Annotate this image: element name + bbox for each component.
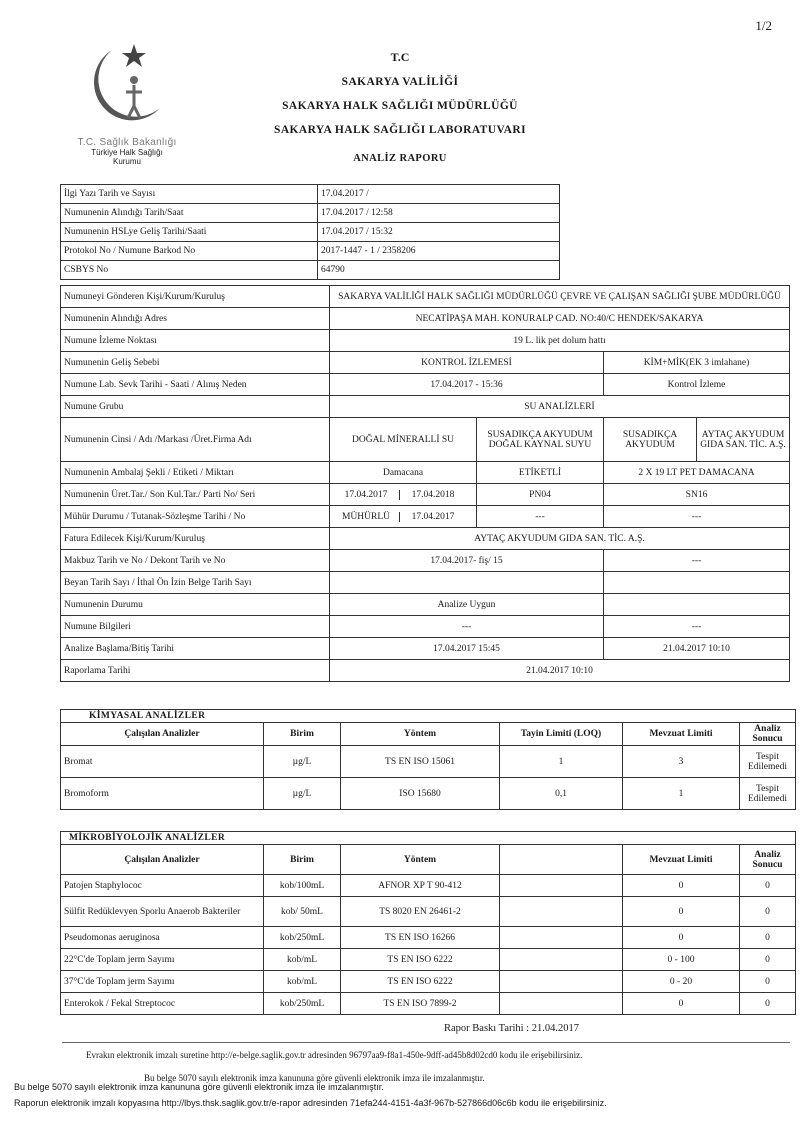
analysis-unit: kob/100mL <box>264 875 341 897</box>
cell-value: SN16 <box>604 484 790 506</box>
column-header: Tayin Limiti (LOQ) <box>500 723 623 746</box>
analysis-method: ISO 15680 <box>341 778 500 810</box>
cell-label: Numunenin Alındığı Tarih/Saat <box>61 204 318 223</box>
table-row <box>61 418 790 462</box>
cell-value: SUSADIKÇA AKYUDUM DOĞAL KAYNAL SUYU <box>477 418 604 462</box>
analysis-method: AFNOR XP T 90-412 <box>341 875 500 897</box>
cell-label: Beyan Tarih Sayı / İthal Ön İzin Belge Tarih Sayı <box>61 572 330 594</box>
header-line: SAKARYA HALK SAĞLIĞI LABORATUVARI <box>274 124 526 136</box>
cell-value: 2 X 19 LT PET DAMACANA <box>604 462 790 484</box>
table-row <box>61 638 790 660</box>
logo-caption: T.C. Sağlık Bakanlığı <box>77 137 177 148</box>
section-title: MİKROBİYOLOJİK ANALİZLER <box>61 832 796 845</box>
table-row <box>61 971 796 993</box>
analysis-limit: 0 - 20 <box>623 971 740 993</box>
cell-subvalue: 17.04.2018 <box>411 489 455 500</box>
column-header: Çalışılan Analizler <box>61 723 264 746</box>
print-date: Rapor Baskı Tarihi : 21.04.2017 <box>444 1023 579 1034</box>
table-row <box>61 897 796 927</box>
cell-label: Numunenin Durumu <box>61 594 330 616</box>
analysis-unit: µg/L <box>264 778 341 810</box>
table-row <box>61 261 560 280</box>
table-row <box>61 875 796 897</box>
analysis-unit: kob/ 50mL <box>264 897 341 927</box>
cell-value: NECATİPAŞA MAH. KONURALP CAD. NO:40/C HENDEK/SAKARYA <box>330 308 790 330</box>
cell-value: AYTAÇ AKYUDUM GIDA SAN. TİC. A.Ş. <box>330 528 790 550</box>
cell-label: Numunenin Üret.Tar./ Son Kul.Tar./ Parti No/ Seri <box>61 484 330 506</box>
analysis-result: 0 <box>740 993 796 1015</box>
cell-value: 17.04.2017- fiş/ 15 <box>330 550 604 572</box>
table-row <box>61 204 560 223</box>
cell-label: Numune Bilgileri <box>61 616 330 638</box>
cell-subvalue: 17.04.2017 <box>333 490 400 500</box>
cell-value: SUSADIKÇA AKYUDUM <box>604 418 697 462</box>
column-header: Yöntem <box>341 845 500 875</box>
sample-table <box>60 285 790 682</box>
analysis-unit: µg/L <box>264 746 341 778</box>
analysis-loq: 0,1 <box>500 778 623 810</box>
table-row <box>61 308 790 330</box>
analysis-result: 0 <box>740 897 796 927</box>
cell-value: SU ANALİZLERİ <box>330 396 790 418</box>
page-number: 1/2 <box>755 18 772 33</box>
cell-value: 64790 <box>318 261 560 280</box>
table-row <box>61 746 796 778</box>
cell-value <box>604 594 790 616</box>
table-row <box>61 374 790 396</box>
header-line: T.C <box>390 50 410 64</box>
column-header: Yöntem <box>341 723 500 746</box>
analysis-name: Bromoform <box>61 778 264 810</box>
footer-line: Raporun elektronik imzalı kopyasına http://lbys.thsk.saglik.gov.tr/e-rapor adresinden 71efa244-4151-4a3f-967b-527866d06c6b kodu ile erişebilirsiniz. <box>14 1098 607 1108</box>
analysis-limit: 0 <box>623 875 740 897</box>
cell-value: 17.04.2017 15:45 <box>330 638 604 660</box>
cell-value: Analize Uygun <box>330 594 604 616</box>
analysis-loq <box>500 971 623 993</box>
cell-value <box>330 484 477 506</box>
analysis-loq <box>500 993 623 1015</box>
column-header <box>500 845 623 875</box>
section-row <box>61 832 796 845</box>
cell-label: Numune Grubu <box>61 396 330 418</box>
header-row <box>61 723 796 746</box>
analysis-loq <box>500 927 623 949</box>
cell-value: KONTROL İZLEMESİ <box>330 352 604 374</box>
analysis-limit: 0 - 100 <box>623 949 740 971</box>
cell-label: Mühür Durumu / Tutanak-Sözleşme Tarihi / No <box>61 506 330 528</box>
cell-label: Numune İzleme Noktası <box>61 330 330 352</box>
cell-value: 2017-1447 - 1 / 2358206 <box>318 242 560 261</box>
table-row <box>61 550 790 572</box>
cell-label: Numuneyi Gönderen Kişi/Kurum/Kuruluş <box>61 286 330 308</box>
cell-value: Damacana <box>330 462 477 484</box>
table-row <box>61 949 796 971</box>
report-title: ANALİZ RAPORU <box>353 153 447 164</box>
table-row <box>61 484 790 506</box>
analysis-limit: 0 <box>623 897 740 927</box>
column-header: Birim <box>264 845 341 875</box>
cell-label: Raporlama Tarihi <box>61 660 330 682</box>
table-row <box>61 185 560 204</box>
cell-value: 17.04.2017 / 12:58 <box>318 204 560 223</box>
cell-value: DOĞAL MİNERALLİ SU <box>330 418 477 462</box>
analysis-method: TS EN ISO 16266 <box>341 927 500 949</box>
table-row <box>61 572 790 594</box>
cell-value <box>330 572 604 594</box>
cell-label: Numunenin Alındığı Adres <box>61 308 330 330</box>
cell-label: Analize Başlama/Bitiş Tarihi <box>61 638 330 660</box>
cell-value: 17.04.2017 - 15:36 <box>330 374 604 396</box>
analysis-limit: 1 <box>623 778 740 810</box>
cell-label: Numune Lab. Sevk Tarihi - Saati / Alınış Neden <box>61 374 330 396</box>
analysis-method: TS EN ISO 6222 <box>341 971 500 993</box>
chemical-analysis-table <box>60 709 796 810</box>
cell-value <box>604 572 790 594</box>
column-header: Mevzuat Limiti <box>623 845 740 875</box>
section-title: KİMYASAL ANALİZLER <box>61 710 796 723</box>
analysis-method: TS EN ISO 7899-2 <box>341 993 500 1015</box>
section-row <box>61 710 796 723</box>
cell-value: --- <box>477 506 604 528</box>
analysis-loq <box>500 875 623 897</box>
logo-caption: Türkiye Halk Sağlığı <box>91 148 163 157</box>
cell-value: ETİKETLİ <box>477 462 604 484</box>
column-header: Mevzuat Limiti <box>623 723 740 746</box>
column-header: Analiz Sonucu <box>740 845 796 875</box>
table-row <box>61 286 790 308</box>
cell-label: Numunenin Geliş Sebebi <box>61 352 330 374</box>
footer-line: Bu belge 5070 sayılı elektronik imza kanununa göre güvenli elektronik imza ile imzalanmıştır. <box>144 1073 485 1083</box>
cell-value: AYTAÇ AKYUDUM GIDA SAN. TİC. A.Ş. <box>697 418 790 462</box>
footer-line: Evrakın elektronik imzalı suretine http://e-belge.saglik.gov.tr adresinden 96797aa9-f8a1-450e-9dff-ad45b8d02cd0 kodu ile erişebilirsiniz. <box>86 1050 583 1060</box>
cell-value: --- <box>330 616 604 638</box>
analysis-loq <box>500 949 623 971</box>
cell-value: --- <box>604 506 790 528</box>
analysis-method: TS 8020 EN 26461-2 <box>341 897 500 927</box>
table-row <box>61 223 560 242</box>
table-row <box>61 927 796 949</box>
cell-value: KİM+MİK(EK 3 imlahane) <box>604 352 790 374</box>
column-header: Çalışılan Analizler <box>61 845 264 875</box>
cell-subvalue: MÜHÜRLÜ <box>333 512 400 522</box>
analysis-limit: 0 <box>623 993 740 1015</box>
analysis-name: Sülfit Redüklevyen Sporlu Anaerob Bakteriler <box>61 897 264 927</box>
cell-value: Kontrol İzleme <box>604 374 790 396</box>
microbiological-analysis-table <box>60 831 796 1015</box>
cell-value: 17.04.2017 / <box>318 185 560 204</box>
cell-label: Makbuz Tarih ve No / Dekont Tarih ve No <box>61 550 330 572</box>
analysis-limit: 0 <box>623 927 740 949</box>
cell-label: Numunenin Ambalaj Şekli / Etiketi / Miktarı <box>61 462 330 484</box>
header-line: SAKARYA HALK SAĞLIĞI MÜDÜRLÜĞÜ <box>282 100 518 112</box>
table-row <box>61 594 790 616</box>
analysis-method: TS EN ISO 6222 <box>341 949 500 971</box>
analysis-name: Pseudomonas aeruginosa <box>61 927 264 949</box>
table-row <box>61 660 790 682</box>
analysis-name: Patojen Staphylococ <box>61 875 264 897</box>
cell-value: --- <box>604 616 790 638</box>
analysis-limit: 3 <box>623 746 740 778</box>
logo-caption: Kurumu <box>112 157 141 166</box>
analysis-method: TS EN ISO 15061 <box>341 746 500 778</box>
table-row <box>61 330 790 352</box>
analysis-result: 0 <box>740 971 796 993</box>
analysis-name: Enterokok / Fekal Streptococ <box>61 993 264 1015</box>
cell-value <box>330 506 477 528</box>
cell-label: İlgi Yazı Tarih ve Sayısı <box>61 185 318 204</box>
cell-value: 21.04.2017 10:10 <box>604 638 790 660</box>
table-row <box>61 616 790 638</box>
cell-label: Protokol No / Numune Barkod No <box>61 242 318 261</box>
analysis-name: 22°C'de Toplam jerm Sayımı <box>61 949 264 971</box>
table-row <box>61 993 796 1015</box>
cell-label: Fatura Edilecek Kişi/Kurum/Kuruluş <box>61 528 330 550</box>
cell-value: PN04 <box>477 484 604 506</box>
cell-value: 21.04.2017 10:10 <box>330 660 790 682</box>
analysis-loq <box>500 897 623 927</box>
analysis-unit: kob/250mL <box>264 993 341 1015</box>
cell-value: 19 L. lik pet dolum hattı <box>330 330 790 352</box>
table-row <box>61 396 790 418</box>
header-row <box>61 845 796 875</box>
table-row <box>61 778 796 810</box>
footer-divider <box>62 1042 790 1043</box>
cell-value: --- <box>604 550 790 572</box>
column-header: Birim <box>264 723 341 746</box>
cell-subvalue: 17.04.2017 <box>411 511 455 522</box>
analysis-result: 0 <box>740 949 796 971</box>
cell-value: 17.04.2017 / 15:32 <box>318 223 560 242</box>
cell-label: CSBYS No <box>61 261 318 280</box>
cell-label: Numunenin HSLye Geliş Tarihi/Saati <box>61 223 318 242</box>
analysis-result: 0 <box>740 927 796 949</box>
table-row <box>61 462 790 484</box>
analysis-name: Bromat <box>61 746 264 778</box>
analysis-unit: kob/250mL <box>264 927 341 949</box>
header-line: SAKARYA VALİLİĞİ <box>341 76 459 88</box>
table-row <box>61 242 560 261</box>
cell-value: SAKARYA VALİLİĞİ HALK SAĞLIĞI MÜDÜRLÜĞÜ ÇEVRE VE ÇALIŞAN SAĞLIĞI ŞUBE MÜDÜRLÜĞÜ <box>330 286 790 308</box>
info-table <box>60 184 560 280</box>
analysis-name: 37°C'de Toplam jerm Sayımı <box>61 971 264 993</box>
analysis-result: 0 <box>740 875 796 897</box>
analysis-loq: 1 <box>500 746 623 778</box>
cell-label: Numunenin Cinsi / Adı /Markası /Üret.Firma Adı <box>61 418 330 462</box>
footer-line: Bu belge 5070 sayılı elektronik imza kanununa göre güvenli elektronik imza ile imzalanmıştır. <box>14 1082 384 1092</box>
table-row <box>61 352 790 374</box>
table-row <box>61 528 790 550</box>
analysis-result: Tespit Edilemedi <box>740 778 796 810</box>
column-header: Analiz Sonucu <box>740 723 796 746</box>
analysis-result: Tespit Edilemedi <box>740 746 796 778</box>
analysis-unit: kob/mL <box>264 949 341 971</box>
analysis-unit: kob/mL <box>264 971 341 993</box>
table-row <box>61 506 790 528</box>
